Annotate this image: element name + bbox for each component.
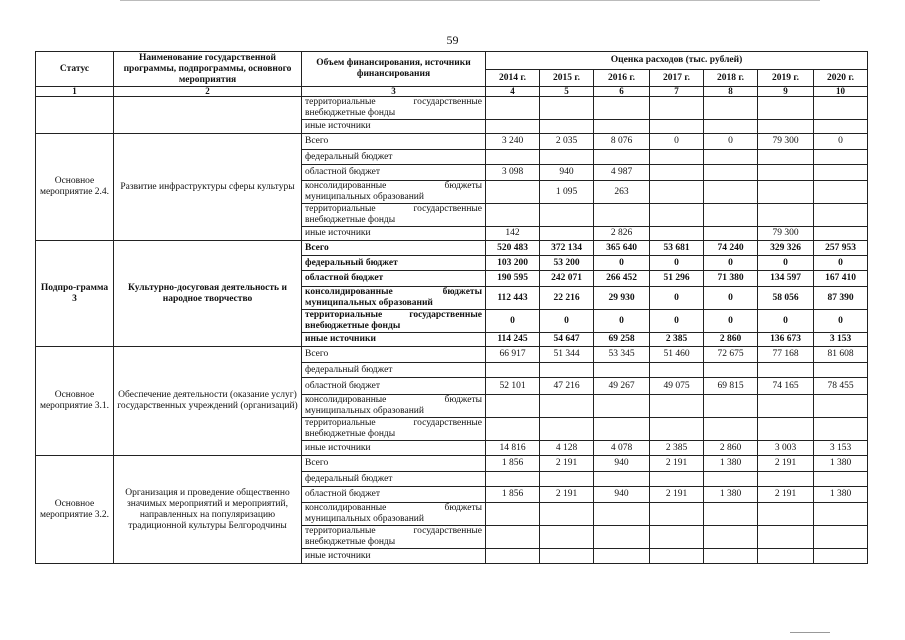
value-cell [540, 526, 594, 549]
value-cell [650, 181, 704, 204]
value-cell: 0 [650, 256, 704, 271]
value-cell [486, 549, 540, 564]
value-cell [540, 204, 594, 227]
value-cell: 940 [594, 456, 650, 472]
value-cell [814, 181, 868, 204]
value-cell: 3 153 [814, 441, 868, 456]
status-cell: Подпро-грамма 3 [36, 241, 114, 347]
value-cell [758, 181, 814, 204]
value-cell: 74 240 [704, 241, 758, 256]
value-cell: 4 128 [540, 441, 594, 456]
column-number: 9 [758, 87, 814, 97]
value-cell: 51 460 [650, 347, 704, 363]
value-cell [486, 418, 540, 441]
value-cell: 0 [814, 134, 868, 150]
value-cell: 47 216 [540, 378, 594, 395]
value-cell [704, 181, 758, 204]
funding-source-cell: Всего [302, 456, 486, 472]
header-year: 2018 г. [704, 70, 758, 87]
value-cell: 1 856 [486, 456, 540, 472]
value-cell: 8 076 [594, 134, 650, 150]
value-cell: 0 [704, 287, 758, 310]
value-cell [486, 395, 540, 418]
value-cell: 77 168 [758, 347, 814, 363]
value-cell: 372 134 [540, 241, 594, 256]
value-cell [814, 204, 868, 227]
table-row [36, 97, 868, 120]
column-number: 7 [650, 87, 704, 97]
funding-source-cell: консолидированные бюджеты муниципальных образований [302, 395, 486, 418]
page-number: 59 [446, 33, 459, 47]
value-cell: 242 071 [540, 271, 594, 287]
value-cell: 0 [650, 310, 704, 333]
value-cell [594, 418, 650, 441]
value-cell [814, 363, 868, 378]
funding-source-cell: территориальные государственные внебюджетные фонды [302, 97, 486, 120]
funding-source-cell: иные источники [302, 333, 486, 347]
value-cell [758, 503, 814, 526]
table-row [36, 347, 868, 363]
value-cell: 51 296 [650, 271, 704, 287]
header-year: 2016 г. [594, 70, 650, 87]
value-cell [486, 181, 540, 204]
value-cell [594, 472, 650, 487]
funding-source-cell: областной бюджет [302, 271, 486, 287]
value-cell [814, 526, 868, 549]
funding-source-cell: федеральный бюджет [302, 150, 486, 165]
value-cell: 71 380 [704, 271, 758, 287]
value-cell: 520 483 [486, 241, 540, 256]
value-cell [758, 150, 814, 165]
value-cell: 190 595 [486, 271, 540, 287]
value-cell [758, 363, 814, 378]
value-cell [704, 204, 758, 227]
value-cell: 940 [594, 487, 650, 503]
value-cell: 78 455 [814, 378, 868, 395]
value-cell [704, 549, 758, 564]
value-cell: 2 191 [650, 456, 704, 472]
value-cell: 51 344 [540, 347, 594, 363]
value-cell [814, 418, 868, 441]
value-cell: 4 078 [594, 441, 650, 456]
value-cell [704, 503, 758, 526]
value-cell: 1 380 [704, 456, 758, 472]
column-number: 5 [540, 87, 594, 97]
value-cell: 0 [650, 287, 704, 310]
value-cell [814, 150, 868, 165]
value-cell: 14 816 [486, 441, 540, 456]
value-cell [594, 503, 650, 526]
funding-source-cell: иные источники [302, 227, 486, 241]
value-cell [814, 395, 868, 418]
value-cell: 2 860 [704, 441, 758, 456]
column-number: 8 [704, 87, 758, 97]
funding-source-cell: областной бюджет [302, 487, 486, 503]
value-cell [540, 549, 594, 564]
value-cell [486, 120, 540, 134]
funding-source-cell: иные источники [302, 549, 486, 564]
funding-source-cell: федеральный бюджет [302, 472, 486, 487]
budget-table [35, 51, 868, 564]
value-cell: 3 240 [486, 134, 540, 150]
value-cell: 29 930 [594, 287, 650, 310]
value-cell: 2 826 [594, 227, 650, 241]
value-cell [650, 418, 704, 441]
funding-source-cell: консолидированные бюджеты муниципальных образований [302, 503, 486, 526]
value-cell: 2 191 [650, 487, 704, 503]
value-cell: 940 [540, 165, 594, 181]
value-cell: 0 [650, 134, 704, 150]
funding-source-cell: консолидированные бюджеты муниципальных образований [302, 181, 486, 204]
value-cell [540, 472, 594, 487]
value-cell [594, 526, 650, 549]
value-cell: 2 191 [758, 487, 814, 503]
value-cell: 1 856 [486, 487, 540, 503]
value-cell: 329 326 [758, 241, 814, 256]
value-cell [704, 120, 758, 134]
value-cell: 79 300 [758, 134, 814, 150]
header-year: 2019 г. [758, 70, 814, 87]
top-edge-rule [120, 0, 820, 1]
value-cell: 0 [758, 310, 814, 333]
value-cell [540, 120, 594, 134]
value-cell [704, 227, 758, 241]
value-cell: 1 380 [814, 487, 868, 503]
column-number: 3 [302, 87, 486, 97]
value-cell: 365 640 [594, 241, 650, 256]
funding-source-cell: Всего [302, 347, 486, 363]
header-name: Наименование государственной программы, подпрограммы, основного мероприятия [114, 52, 302, 87]
value-cell: 0 [704, 310, 758, 333]
value-cell: 54 647 [540, 333, 594, 347]
value-cell: 0 [758, 256, 814, 271]
value-cell [704, 97, 758, 120]
header-estimate: Оценка расходов (тыс. рублей) [486, 52, 868, 70]
table-row [36, 241, 868, 256]
value-cell: 2 191 [758, 456, 814, 472]
value-cell: 257 953 [814, 241, 868, 256]
value-cell [650, 227, 704, 241]
value-cell [486, 97, 540, 120]
funding-source-cell: иные источники [302, 441, 486, 456]
value-cell [758, 395, 814, 418]
value-cell: 1 380 [814, 456, 868, 472]
value-cell [704, 150, 758, 165]
header-year: 2015 г. [540, 70, 594, 87]
value-cell: 3 098 [486, 165, 540, 181]
value-cell: 2 860 [704, 333, 758, 347]
value-cell [758, 549, 814, 564]
value-cell [650, 204, 704, 227]
value-cell: 69 815 [704, 378, 758, 395]
funding-source-cell: территориальные государственные внебюджетные фонды [302, 418, 486, 441]
value-cell [594, 363, 650, 378]
program-name-cell: Развитие инфраструктуры сферы культуры [114, 134, 302, 241]
value-cell [814, 97, 868, 120]
value-cell [486, 503, 540, 526]
program-name-cell [114, 97, 302, 134]
value-cell [540, 150, 594, 165]
value-cell: 81 608 [814, 347, 868, 363]
value-cell: 3 153 [814, 333, 868, 347]
value-cell: 2 191 [540, 456, 594, 472]
column-number: 2 [114, 87, 302, 97]
value-cell: 2 385 [650, 333, 704, 347]
funding-source-cell: областной бюджет [302, 165, 486, 181]
value-cell [540, 418, 594, 441]
value-cell: 0 [594, 310, 650, 333]
funding-source-cell: Всего [302, 134, 486, 150]
value-cell [704, 526, 758, 549]
value-cell: 66 917 [486, 347, 540, 363]
status-cell: Основное мероприятие 2.4. [36, 134, 114, 241]
value-cell: 103 200 [486, 256, 540, 271]
value-cell: 72 675 [704, 347, 758, 363]
value-cell: 142 [486, 227, 540, 241]
value-cell [594, 395, 650, 418]
value-cell [540, 97, 594, 120]
value-cell: 112 443 [486, 287, 540, 310]
value-cell [758, 165, 814, 181]
value-cell [486, 472, 540, 487]
value-cell [594, 97, 650, 120]
value-cell [704, 472, 758, 487]
value-cell: 114 245 [486, 333, 540, 347]
value-cell: 53 681 [650, 241, 704, 256]
funding-source-cell: Всего [302, 241, 486, 256]
value-cell: 4 987 [594, 165, 650, 181]
program-name-cell: Организация и проведение общественно значимых мероприятий и мероприятий, направленных на популяризацию традиционной культуры Белгородчины [114, 456, 302, 564]
header-status: Статус [36, 52, 114, 87]
value-cell [486, 526, 540, 549]
value-cell [650, 503, 704, 526]
value-cell [540, 503, 594, 526]
value-cell [814, 165, 868, 181]
header-year: 2014 г. [486, 70, 540, 87]
value-cell: 79 300 [758, 227, 814, 241]
value-cell [758, 120, 814, 134]
value-cell [814, 120, 868, 134]
value-cell: 263 [594, 181, 650, 204]
funding-source-cell: консолидированные бюджеты муниципальных образований [302, 287, 486, 310]
value-cell [486, 204, 540, 227]
value-cell [540, 227, 594, 241]
value-cell: 0 [814, 310, 868, 333]
value-cell: 87 390 [814, 287, 868, 310]
value-cell [486, 150, 540, 165]
funding-source-cell: областной бюджет [302, 378, 486, 395]
value-cell: 0 [594, 256, 650, 271]
column-number: 6 [594, 87, 650, 97]
header-year: 2020 г. [814, 70, 868, 87]
table-row [36, 134, 868, 150]
value-cell [704, 418, 758, 441]
value-cell: 3 003 [758, 441, 814, 456]
value-cell: 0 [704, 256, 758, 271]
value-cell: 0 [704, 134, 758, 150]
value-cell [650, 97, 704, 120]
funding-source-cell: иные источники [302, 120, 486, 134]
value-cell [594, 120, 650, 134]
value-cell [704, 165, 758, 181]
value-cell: 74 165 [758, 378, 814, 395]
funding-source-cell: территориальные государственные внебюджетные фонды [302, 526, 486, 549]
value-cell [814, 549, 868, 564]
table-row [36, 456, 868, 472]
value-cell [758, 472, 814, 487]
value-cell [650, 150, 704, 165]
value-cell [650, 526, 704, 549]
header-source: Объем финансирования, источники финансирования [302, 52, 486, 87]
value-cell [758, 204, 814, 227]
value-cell [650, 549, 704, 564]
value-cell: 0 [540, 310, 594, 333]
value-cell [704, 395, 758, 418]
value-cell [758, 418, 814, 441]
program-name-cell: Культурно-досуговая деятельность и народное творчество [114, 241, 302, 347]
value-cell [650, 165, 704, 181]
funding-source-cell: федеральный бюджет [302, 256, 486, 271]
status-cell: Основное мероприятие 3.2. [36, 456, 114, 564]
value-cell [814, 227, 868, 241]
value-cell: 58 056 [758, 287, 814, 310]
value-cell: 52 101 [486, 378, 540, 395]
status-cell [36, 97, 114, 134]
value-cell: 53 200 [540, 256, 594, 271]
value-cell [758, 97, 814, 120]
value-cell [704, 363, 758, 378]
value-cell [814, 503, 868, 526]
value-cell: 2 191 [540, 487, 594, 503]
value-cell: 49 267 [594, 378, 650, 395]
value-cell: 69 258 [594, 333, 650, 347]
funding-source-cell: территориальные государственные внебюджетные фонды [302, 310, 486, 333]
value-cell [650, 120, 704, 134]
funding-source-cell: федеральный бюджет [302, 363, 486, 378]
value-cell: 2 385 [650, 441, 704, 456]
value-cell: 0 [814, 256, 868, 271]
funding-source-cell: территориальные государственные внебюджетные фонды [302, 204, 486, 227]
value-cell: 1 095 [540, 181, 594, 204]
value-cell: 53 345 [594, 347, 650, 363]
value-cell [486, 363, 540, 378]
value-cell [594, 549, 650, 564]
column-number: 10 [814, 87, 868, 97]
value-cell [758, 526, 814, 549]
header-year: 2017 г. [650, 70, 704, 87]
status-cell: Основное мероприятие 3.1. [36, 347, 114, 456]
value-cell: 1 380 [704, 487, 758, 503]
column-number: 4 [486, 87, 540, 97]
value-cell [540, 395, 594, 418]
value-cell: 136 673 [758, 333, 814, 347]
bottom-edge-rule [790, 632, 830, 633]
value-cell [540, 363, 594, 378]
value-cell: 167 410 [814, 271, 868, 287]
value-cell [814, 472, 868, 487]
value-cell: 266 452 [594, 271, 650, 287]
value-cell: 22 216 [540, 287, 594, 310]
value-cell [594, 150, 650, 165]
value-cell [650, 472, 704, 487]
program-name-cell: Обеспечение деятельности (оказание услуг) государственных учреждений (организаций) [114, 347, 302, 456]
value-cell: 2 035 [540, 134, 594, 150]
value-cell: 0 [486, 310, 540, 333]
value-cell: 49 075 [650, 378, 704, 395]
column-number: 1 [36, 87, 114, 97]
value-cell [594, 204, 650, 227]
value-cell [650, 395, 704, 418]
value-cell: 134 597 [758, 271, 814, 287]
value-cell [650, 363, 704, 378]
